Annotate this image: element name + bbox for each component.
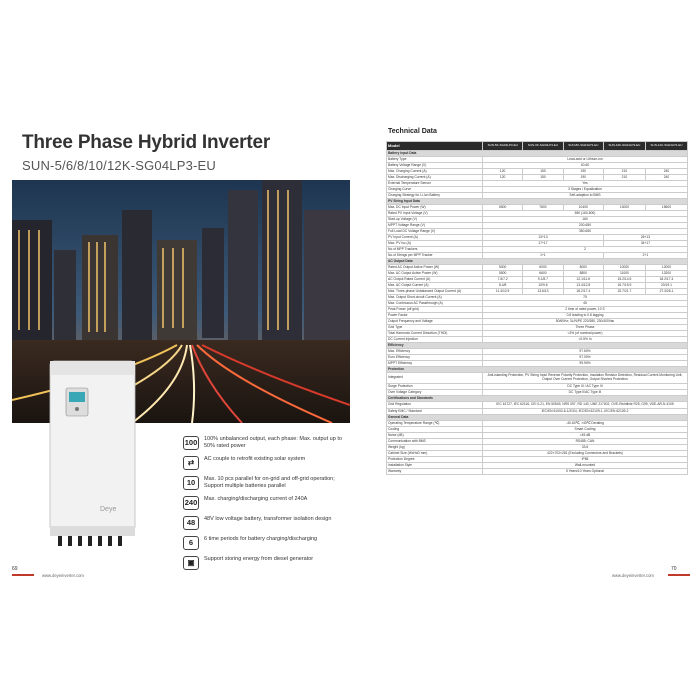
value-cell: 9.1/8.7 xyxy=(523,277,563,283)
value-cell: 10400 xyxy=(563,205,603,211)
value-cell: 17+17 xyxy=(483,241,604,247)
value-cell: -40-60℃, >45℃ Derating xyxy=(483,421,688,427)
value-cell: 5500 xyxy=(483,271,523,277)
value-cell: 97.60% xyxy=(483,349,688,355)
value-cell: <0.5% In xyxy=(483,337,688,343)
row-label: Max. Output Short-circuit Current (A) xyxy=(387,295,483,301)
row-label: Protection Degree xyxy=(387,457,483,463)
value-cell: 12000 xyxy=(645,265,687,271)
row-label: Max. Efficiency xyxy=(387,349,483,355)
value-cell: 18.2/17.4 xyxy=(563,289,603,295)
value-cell: IP65 xyxy=(483,457,688,463)
row-label: Max. AC Output Current (A) xyxy=(387,283,483,289)
value-cell: 13200 xyxy=(645,271,687,277)
value-cell: 5000 xyxy=(483,265,523,271)
column-header: SUN-12K-SG04LP3-EU xyxy=(645,142,687,151)
column-header: Model xyxy=(387,142,483,151)
value-cell: Three Phase xyxy=(483,325,688,331)
value-cell: 13+13 xyxy=(483,235,604,241)
row-label: Euro Efficiency xyxy=(387,355,483,361)
time-periods-6-icon: 6 xyxy=(183,536,199,550)
row-label: Battery Type xyxy=(387,157,483,163)
row-label: External Temperature Sensor xyxy=(387,181,483,187)
value-cell: 75 xyxy=(483,295,688,301)
feature-text: 6 time periods for battery charging/discharging xyxy=(204,536,318,542)
row-label: Weight (kg) xyxy=(387,445,483,451)
value-cell: 190 xyxy=(563,175,603,181)
row-label: Grid Type xyxy=(387,325,483,331)
inverter-product-image xyxy=(40,356,145,556)
value-cell: Yes xyxy=(483,181,688,187)
feature-text: 48V low voltage battery, transformer isolation design xyxy=(204,516,332,522)
battery-48v-icon: 48 xyxy=(183,516,199,530)
value-cell: 15.2/14.5 xyxy=(603,277,645,283)
value-cell: 190 xyxy=(563,169,603,175)
row-label: Safety EMC / Standard xyxy=(387,409,483,415)
row-label: Power Factor xyxy=(387,313,483,319)
value-cell: 6500 xyxy=(483,205,523,211)
value-cell: 350-650 xyxy=(483,229,688,235)
value-cell: 210 xyxy=(603,175,645,181)
section-header: Protection xyxy=(387,367,688,373)
feature-text: Max. 10 pcs parallel for on-grid and off-grid operation; Support multiple batteries parallel xyxy=(204,476,335,489)
row-label: Output Frequency and Voltage xyxy=(387,319,483,325)
page-number: 69 xyxy=(12,566,18,572)
value-cell: DC Type III / AC Type III xyxy=(483,384,688,390)
row-label: No.of Strings per MPP Tracker xyxy=(387,253,483,259)
value-cell: 240 xyxy=(645,169,687,175)
value-cell: DC Type II/AC Type III xyxy=(483,390,688,396)
value-cell: 150 xyxy=(523,175,563,181)
value-cell: 50/60Hz; 3L/N/PE 220/380, 230/400Vac xyxy=(483,319,688,325)
value-cell: 45 xyxy=(483,301,688,307)
value-cell: Lead-acid or Lithium-ion xyxy=(483,157,688,163)
row-label: Peak Power (off grid) xyxy=(387,307,483,313)
row-label: Noise (dB) xyxy=(387,433,483,439)
value-cell: 8800 xyxy=(563,271,603,277)
row-label: Start-up Voltage (V) xyxy=(387,217,483,223)
value-cell: Smart Cooling xyxy=(483,427,688,433)
value-cell: Wall-mounted xyxy=(483,463,688,469)
value-cell: 10/9.6 xyxy=(523,283,563,289)
section-header: AC Output Data xyxy=(387,259,688,265)
row-label: AC Output Rated Current (A) xyxy=(387,277,483,283)
row-label: Max. DC Input Power (W) xyxy=(387,205,483,211)
value-cell: <3% (of nominal power) xyxy=(483,331,688,337)
row-label: Max. PV Isc (A) xyxy=(387,241,483,247)
column-header: SUN-10K-SG04LP3-EU xyxy=(603,142,645,151)
value-cell: 22.7/21.7 xyxy=(603,289,645,295)
value-cell: 1+1 xyxy=(483,253,604,259)
value-cell: IEC 61727, IEC 62116, CEI 0-21, EN 50549, NRS 097, RD 140, UNE 217002, OVE-Richtlinie R25, G99, VDE-AR-N 4105 xyxy=(483,402,688,409)
feature-text: Max. charging/discharging current of 240A xyxy=(204,496,308,502)
footer-url: www.deyeinverter.com xyxy=(42,573,84,578)
left-page xyxy=(0,118,350,580)
row-label: Max. Discharging Current (A) xyxy=(387,175,483,181)
value-cell: IEC/EN 61000-6-1/2/3/4, IEC/EN 62109-1, IEC/EN 62109-2 xyxy=(483,409,688,415)
value-cell: 150 xyxy=(523,169,563,175)
row-label: Operating Temperature Range (℃) xyxy=(387,421,483,427)
row-label: Installation Style xyxy=(387,463,483,469)
value-cell: 13.4/12.8 xyxy=(563,283,603,289)
value-cell: 7800 xyxy=(523,205,563,211)
value-cell: 240 xyxy=(645,175,687,181)
right-page xyxy=(350,118,700,580)
feature-item xyxy=(183,476,343,490)
feature-item xyxy=(183,496,343,510)
page-number: 70 xyxy=(671,566,677,572)
value-cell: 99.90% xyxy=(483,361,688,367)
value-cell: 2+1 xyxy=(603,253,687,259)
value-cell: 2 time of rated power, 10 S xyxy=(483,307,688,313)
value-cell: 3 Stages / Equalization xyxy=(483,187,688,193)
value-cell: 13000 xyxy=(603,205,645,211)
feature-item xyxy=(183,536,343,550)
row-label: Max. AC Output Active Power (W) xyxy=(387,271,483,277)
footer-accent-line xyxy=(668,574,690,576)
value-cell: 27.3/26.1 xyxy=(645,289,687,295)
section-header: Certifications and Standards xyxy=(387,396,688,402)
footer-accent-line xyxy=(12,574,34,576)
row-label: Integrated xyxy=(387,373,483,384)
value-cell: 11000 xyxy=(603,271,645,277)
svg-text:Deye: Deye xyxy=(100,506,117,513)
row-label: Over Voltage Category xyxy=(387,390,483,396)
value-cell: 16.7/15.9 xyxy=(603,283,645,289)
diesel-generator-icon: ▣ xyxy=(183,556,199,570)
table-row xyxy=(387,373,688,384)
value-cell: 5 Years/10 Years Optional xyxy=(483,469,688,475)
value-cell: RS485; CAN xyxy=(483,439,688,445)
value-cell: Anti-islanding Protection, PV String Input Reverse Polarity Protection, Insulation Resistor Detection, Residual Current Monitoring Unit, Output Over Current Protection, Output Shorted Protection xyxy=(483,373,688,384)
table-header-row xyxy=(387,142,688,151)
value-cell: 20/19.1 xyxy=(645,283,687,289)
parallel-10-icon: 10 xyxy=(183,476,199,490)
value-cell: 210 xyxy=(603,169,645,175)
column-header: SUN-5K-SG04LP3-EU xyxy=(483,142,523,151)
feature-item xyxy=(183,456,343,470)
section-header: PV String Input Data xyxy=(387,199,688,205)
footer-url: www.deyeinverter.com xyxy=(612,573,654,578)
value-cell: 13.6/13 xyxy=(523,289,563,295)
value-cell: 10000 xyxy=(603,265,645,271)
value-cell: 33.6 xyxy=(483,445,688,451)
feature-text: AC couple to retrofit existing solar system xyxy=(204,456,306,462)
row-label: Battery Voltage Range (V) xyxy=(387,163,483,169)
value-cell: 6000 xyxy=(523,265,563,271)
value-cell: 18.2/17.4 xyxy=(645,277,687,283)
section-header: Battery Input Data xyxy=(387,151,688,157)
value-cell: <45 dB xyxy=(483,433,688,439)
model-subtitle: SUN-5/6/8/10/12K-SG04LP3-EU xyxy=(22,158,216,173)
feature-item xyxy=(183,436,343,450)
value-cell: 8000 xyxy=(563,265,603,271)
value-cell: 7.6/7.2 xyxy=(483,277,523,283)
value-cell: 12.1/11.6 xyxy=(563,277,603,283)
column-header: SUN-8K-SG04LP3-EU xyxy=(563,142,603,151)
value-cell: 550 (160-800) xyxy=(483,211,688,217)
row-label: MPPT Voltage Range (V) xyxy=(387,223,483,229)
feature-list xyxy=(183,436,343,576)
value-cell: 422×702×281 (Excluding Connectors and Brackets) xyxy=(483,451,688,457)
technical-data-title: Technical Data xyxy=(388,128,437,135)
feature-text: 100% unbalanced output, each phase: Max. output up to 50% rated power xyxy=(204,436,342,449)
row-label: Rated AC Output Active Power (W) xyxy=(387,265,483,271)
row-label: Cabinet Size (WxHxD mm) xyxy=(387,451,483,457)
ac-couple-icon: ⇄ xyxy=(183,456,199,470)
row-label: No.of MPP Trackers xyxy=(387,247,483,253)
row-label: MPPT Efficiency xyxy=(387,361,483,367)
value-cell: 0.8 leading to 0.8 lagging xyxy=(483,313,688,319)
row-label: Grid Regulation xyxy=(387,402,483,409)
row-label: Charging Curve xyxy=(387,187,483,193)
value-cell: 8.4/8 xyxy=(483,283,523,289)
feature-item xyxy=(183,516,343,530)
value-cell: 34+17 xyxy=(603,241,687,247)
value-cell: 40-60 xyxy=(483,163,688,169)
row-label: Cooling xyxy=(387,427,483,433)
table-row xyxy=(387,469,688,475)
section-header: Efficiency xyxy=(387,343,688,349)
value-cell: 26+13 xyxy=(603,235,687,241)
row-label: Rated PV Input Voltage (V) xyxy=(387,211,483,217)
value-cell: 120 xyxy=(483,175,523,181)
row-label: PV Input Current (A) xyxy=(387,235,483,241)
table-row xyxy=(387,402,688,409)
page-title: Three Phase Hybrid Inverter xyxy=(22,132,271,153)
value-cell: 2 xyxy=(483,247,688,253)
value-cell: 15600 xyxy=(645,205,687,211)
value-cell: 6600 xyxy=(523,271,563,277)
value-cell: 120 xyxy=(483,169,523,175)
value-cell: 160 xyxy=(483,217,688,223)
row-label: Max. Continuous AC Passthrough (A) xyxy=(387,301,483,307)
row-label: Communication with BMS xyxy=(387,439,483,445)
row-label: Total Harmonic Current Distortion (THDi) xyxy=(387,331,483,337)
row-label: DC Current Injection xyxy=(387,337,483,343)
column-header: SUN-6K-SG04LP3-EU xyxy=(523,142,563,151)
current-240-icon: 240 xyxy=(183,496,199,510)
row-label: Charging Strategy for Li-Ion Battery xyxy=(387,193,483,199)
feature-item xyxy=(183,556,343,570)
row-label: Full Load DC Voltage Range (V) xyxy=(387,229,483,235)
row-label: Surge Protection xyxy=(387,384,483,390)
row-label: Max. Charging Current (A) xyxy=(387,169,483,175)
row-label: Max. Three-phase Unbalanced Output Current (A) xyxy=(387,289,483,295)
value-cell: 97.00% xyxy=(483,355,688,361)
spec-table xyxy=(386,141,688,475)
value-cell: 11.4/10.9 xyxy=(483,289,523,295)
row-label: Warranty xyxy=(387,469,483,475)
value-cell: Self-adaption to BMS xyxy=(483,193,688,199)
value-cell: 200-650 xyxy=(483,223,688,229)
percent-100-icon: 100 xyxy=(183,436,199,450)
feature-text: Support storing energy from diesel generator xyxy=(204,556,314,562)
section-header: General Data xyxy=(387,415,688,421)
